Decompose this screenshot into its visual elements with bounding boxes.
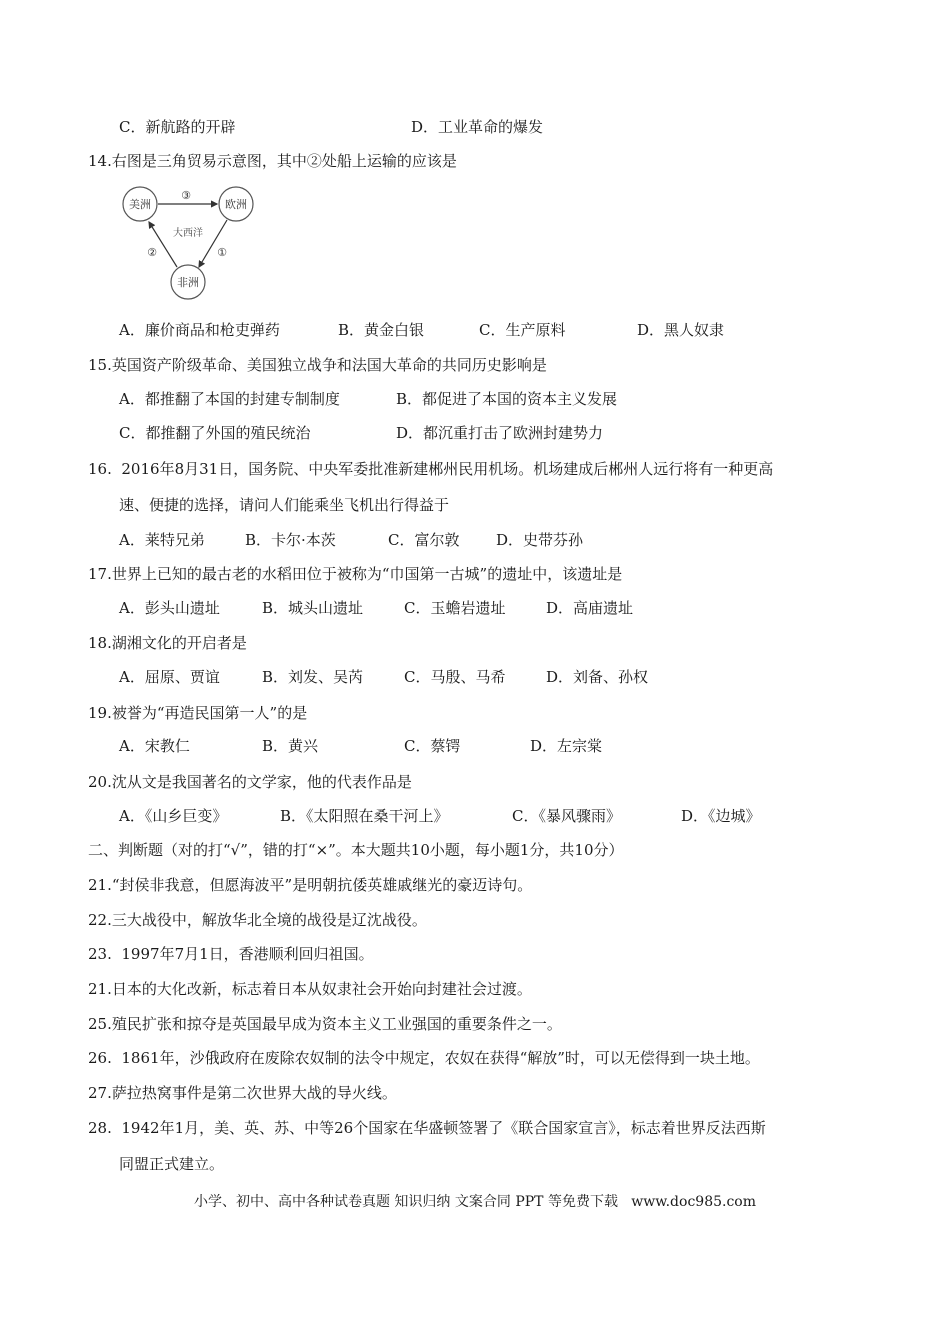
q20-option-b: B．《太阳照在桑干河上》 [280,807,449,825]
mark-2: ② [147,246,157,259]
question-25: 25.殖民扩张和掠夺是英国最早成为资本主义工业强国的重要条件之一。 [88,1015,562,1033]
question-28-line2: 同盟正式建立。 [119,1155,225,1173]
q14-option-d: D．黑人奴隶 [637,321,725,339]
q19-option-a: A．宋教仁 [119,737,190,755]
question-21: 21.“封侯非我意，但愿海波平”是明朝抗倭英雄戚继光的豪迈诗句。 [88,876,533,894]
question-27: 27.萨拉热窝事件是第二次世界大战的导火线。 [88,1084,397,1102]
question-26: 26. 1861年，沙俄政府在废除农奴制的法令中规定，农奴在获得“解放”时，可以无偿得到一块土地。 [88,1049,760,1067]
q20-option-a: A．《山乡巨变》 [119,807,228,825]
q13-option-c: C．新航路的开辟 [119,118,236,136]
q13-option-d: D．工业革命的爆发 [411,118,544,136]
europe-label: 欧洲 [225,198,247,211]
question-19: 19.被誉为“再造民国第一人”的是 [88,704,308,722]
americas-label: 美洲 [129,198,151,211]
section-2-heading: 二、判断题（对的打“√”，错的打“×”。本大题共10小题，每小题1分，共10分） [88,841,624,859]
q15-option-c: C．都推翻了外国的殖民统治 [119,424,311,442]
q18-option-a: A．屈原、贾谊 [119,668,220,686]
africa-label: 非洲 [177,276,199,289]
arrow-1 [199,220,227,267]
q17-option-b: B．城头山遗址 [262,599,364,617]
q16-option-c: C．富尔敦 [388,531,460,549]
q20-option-d: D．《边城》 [681,807,761,825]
question-23: 23. 1997年7月1日，香港顺利回归祖国。 [88,945,374,963]
ocean-label: 大西洋 [173,228,203,239]
mark-3: ③ [181,189,191,202]
q18-option-b: B．刘发、吴芮 [262,668,364,686]
q20-option-c: C．《暴风骤雨》 [512,807,621,825]
question-15: 15.英国资产阶级革命、美国独立战争和法国大革命的共同历史影响是 [88,356,547,374]
q18-option-c: C．马殷、马希 [404,668,506,686]
triangular-trade-diagram [112,182,262,302]
q17-option-d: D．高庙遗址 [546,599,634,617]
q19-option-b: B．黄兴 [262,737,319,755]
q15-option-d: D．都沉重打击了欧洲封建势力 [396,424,604,442]
q14-option-b: B．黄金白银 [338,321,425,339]
question-14: 14.右图是三角贸易示意图，其中②处船上运输的应该是 [88,152,457,170]
q17-option-c: C．玉蟾岩遗址 [404,599,506,617]
question-16-line1: 16. 2016年8月31日，国务院、中央军委批准新建郴州民用机场。机场建成后郴州人远行将有一种更高 [88,460,774,478]
q15-option-a: A．都推翻了本国的封建专制制度 [119,390,340,408]
question-24: 21.日本的大化改新，标志着日本从奴隶社会开始向封建社会过渡。 [88,980,532,998]
q14-option-a: A．廉价商品和枪吏弹药 [119,321,280,339]
page-footer: 小学、初中、高中各种试卷真题 知识归纳 文案合同 PPT 等免费下载 www.doc985.com [193,1194,756,1210]
q16-option-b: B．卡尔·本茨 [245,531,336,549]
question-28-line1: 28. 1942年1月，美、英、苏、中等26个国家在华盛顿签署了《联合国家宣言》，标志着世界反法西斯 [88,1119,766,1137]
q14-option-c: C．生产原料 [479,321,566,339]
q15-option-b: B．都促进了本国的资本主义发展 [396,390,618,408]
question-22: 22.三大战役中，解放华北全境的战役是辽沈战役。 [88,911,427,929]
question-20: 20.沈从文是我国著名的文学家，他的代表作品是 [88,773,412,791]
mark-1: ① [217,246,227,259]
q16-option-a: A．莱特兄弟 [119,531,205,549]
question-18: 18.湖湘文化的开启者是 [88,634,247,652]
q19-option-d: D．左宗棠 [530,737,603,755]
q17-option-a: A．彭头山遗址 [119,599,220,617]
q16-option-d: D．史带芬孙 [496,531,584,549]
q18-option-d: D．刘备、孙权 [546,668,649,686]
q19-option-c: C．蔡锷 [404,737,461,755]
question-16-line2: 速、便捷的选择，请问人们能乘坐飞机出行得益于 [119,496,450,514]
question-17: 17.世界上已知的最古老的水稻田位于被称为“巾国第一古城”的遗址中，该遗址是 [88,565,623,583]
